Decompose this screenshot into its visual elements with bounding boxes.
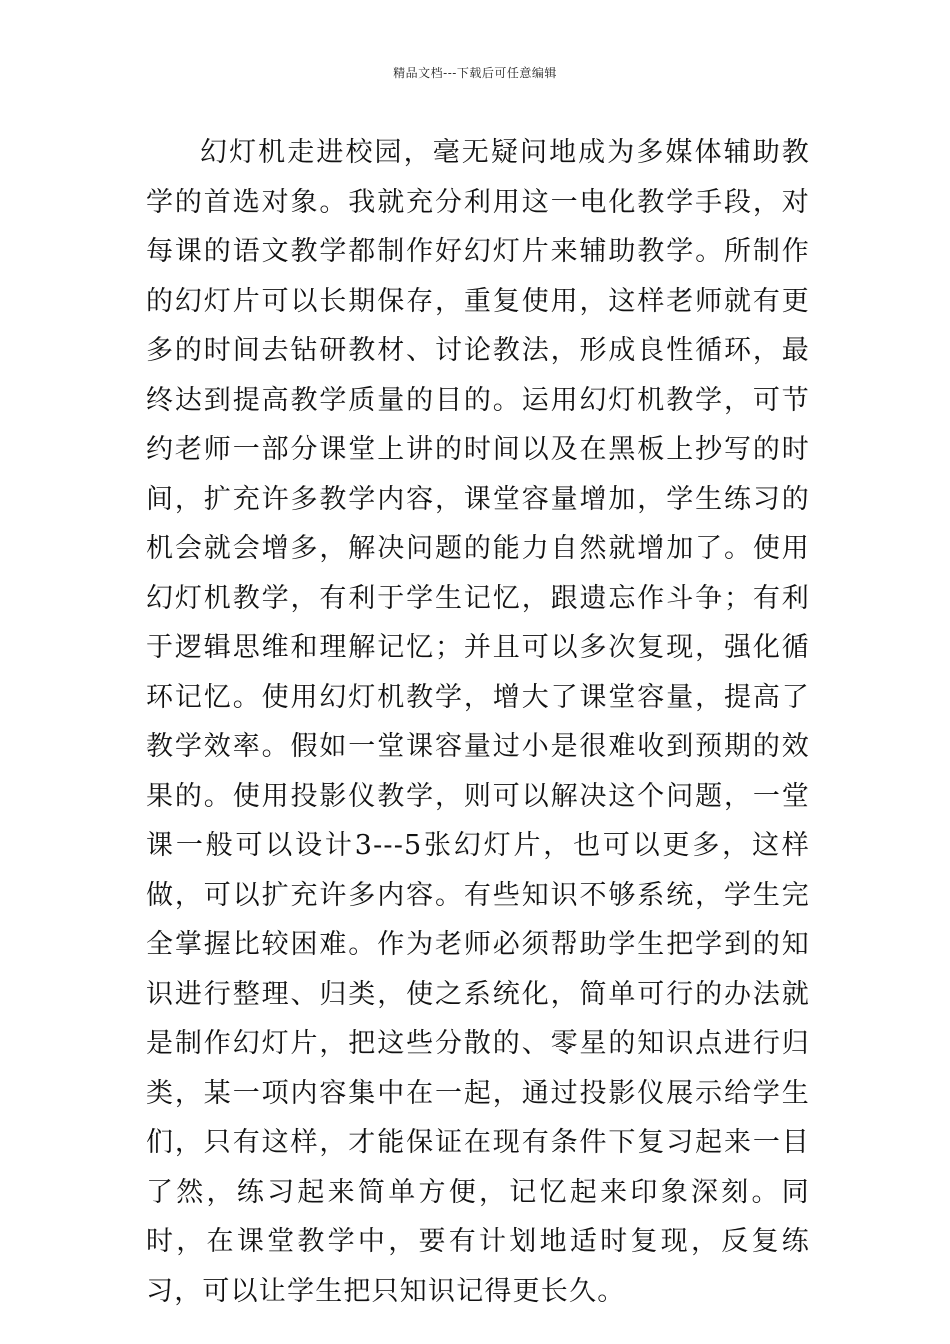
page-header: 精品文档---下载后可任意编辑 <box>393 66 557 80</box>
body-paragraph: 幻灯机走进校园，毫无疑问地成为多媒体辅助教学的首选对象。我就充分利用这一电化教学手段，对每课的语文教学都制作好幻灯片来辅助教学。所制作的幻灯片可以长期保存，重复使用，这样老师就有更多的时间去钻研教材、讨论教法，形成良性循环，最终达到提高教学质量的目的。运用幻灯机教学，可节约老师一部分课堂上讲的时间以及在黑板上抄写的时间，扩充许多教学内容，课堂容量增加，学生练习的机会就会增多，解决问题的能力自然就增加了。使用幻灯机教学，有利于学生记忆，跟遗忘作斗争；有利于逻辑思维和理解记忆；并且可以多次复现，强化循环记忆。使用幻灯机教学，增大了课堂容量，提高了教学效率。假如一堂课容量过小是很难收到预期的效果的。使用投影仪教学，则可以解决这个问题，一堂课一般可以设计3---5张幻灯片，也可以更多，这样做，可以扩充许多内容。有些知识不够系统，学生完全掌握比较困难。作为老师必须帮助学生把学到的知识进行整理、归类，使之系统化，简单可行的办法就是制作幻灯片，把这些分散的、零星的知识点进行归类，某一项内容集中在一起，通过投影仪展示给学生们，只有这样，才能保证在现有条件下复习起来一目了然，练习起来简单方便，记忆起来印象深刻。同时，在课堂教学中，要有计划地适时复现，反复练习，可以让学生把只知识记得更长久。 <box>146 137 810 1307</box>
